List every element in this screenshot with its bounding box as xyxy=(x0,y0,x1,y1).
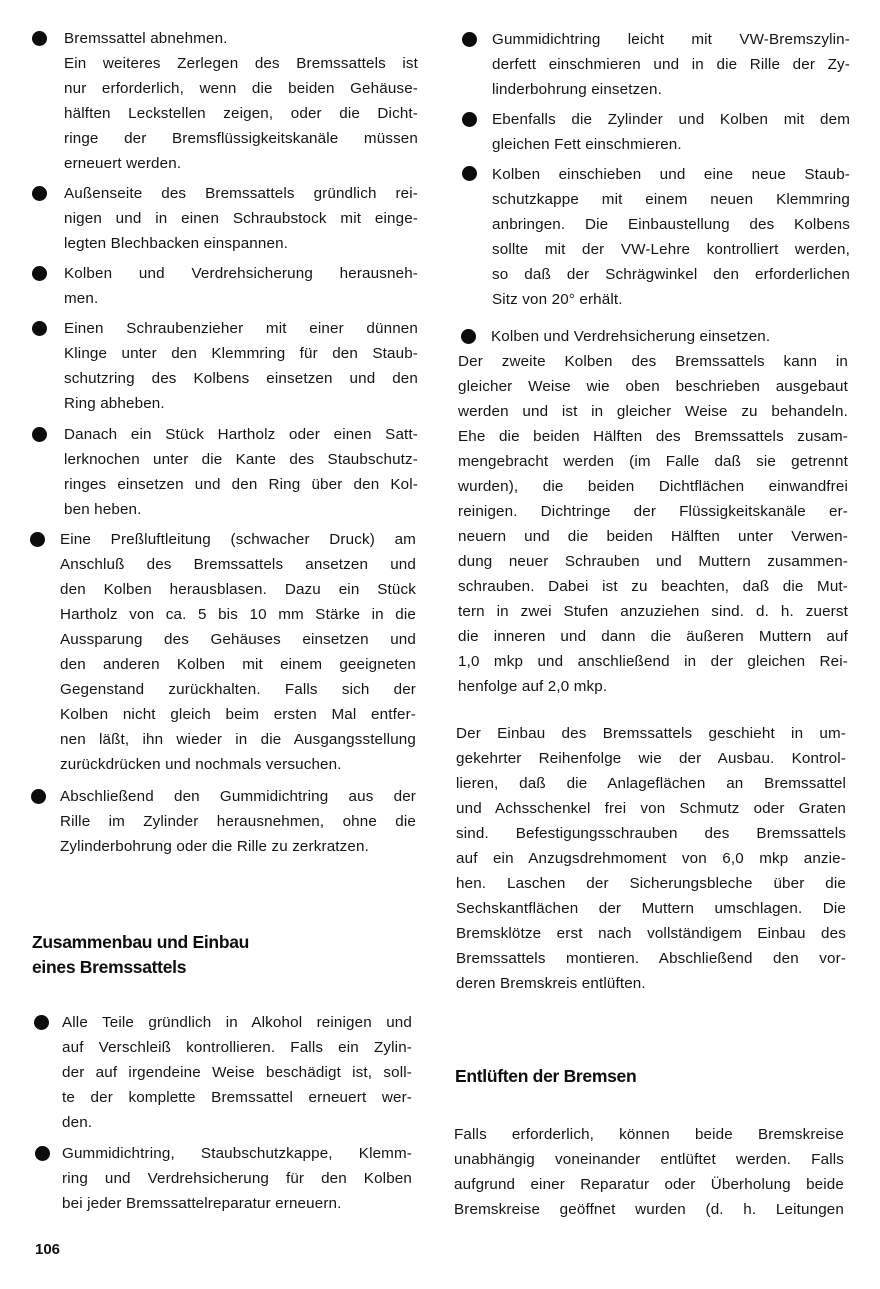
bullet-icon xyxy=(32,427,47,442)
bullet-text-line: anbringen. Die Einbaustellung des Kolbens xyxy=(492,216,850,233)
section-heading: Zusammenbau und Einbau xyxy=(32,932,250,952)
section-heading: Entlüften der Bremsen xyxy=(455,1066,637,1086)
paragraph-line: erneuert werden. xyxy=(64,155,182,172)
paragraph-line: werden und ist in gleicher Weise zu behandeln. xyxy=(458,403,848,420)
bullet-icon xyxy=(32,321,47,336)
bullet-text-line: Gummidichtring leicht mit VW-Bremszylin- xyxy=(492,31,850,48)
bullet-text-line: Hartholz von ca. 5 bis 10 mm Stärke in die xyxy=(60,606,416,623)
bullet-icon xyxy=(30,532,45,547)
bullet-text-line: Kolben und Verdrehsicherung einsetzen. xyxy=(491,328,771,345)
paragraph-line: sind. Befestigungsschrauben des Bremssattels xyxy=(456,825,846,842)
paragraph-line: gleicher Weise wie oben beschrieben ausgebaut xyxy=(458,378,848,395)
paragraph-line: 1,0 mkp und anschließend in der gleichen Rei- xyxy=(458,653,848,670)
bullet-text-line: den Kolben herausblasen. Dazu ein Stück xyxy=(60,581,416,598)
section-heading: eines Bremssattels xyxy=(32,957,187,977)
bullet-text-line: der auf irgendeine Weise beschädigt ist, soll- xyxy=(62,1064,412,1081)
bullet-text-line: Ring abheben. xyxy=(64,395,165,412)
bullet-text-line: so daß der Schrägwinkel den erforderlichen xyxy=(492,266,850,283)
paragraph-line: ringe der Bremsflüssigkeitskanäle müssen xyxy=(64,130,418,147)
paragraph-line: mengebracht werden (im Falle daß sie getrennt xyxy=(458,453,848,470)
paragraph-line: Ehe die beiden Hälften des Bremssattels zusam- xyxy=(458,428,848,445)
bullet-text-line: schutzring des Kolbens einsetzen und den xyxy=(64,370,418,387)
paragraph-line: Bremskreise geöffnet wurden (d. h. Leitungen xyxy=(454,1201,844,1218)
bullet-icon xyxy=(32,266,47,281)
paragraph-line: wurden), die beiden Dichtflächen einwandfrei xyxy=(458,478,848,495)
bullet-text-line: nigen und in einen Schraubstock mit einge- xyxy=(64,210,418,227)
paragraph-line: Sechskantflächen der Muttern umschlagen. Die xyxy=(456,900,846,917)
bullet-text-line: Aussparung des Gehäuses einsetzen und xyxy=(60,631,416,648)
bullet-text-line: men. xyxy=(64,290,99,307)
paragraph-line: deren Bremskreis entlüften. xyxy=(456,975,646,992)
paragraph-line: nur erforderlich, wenn die beiden Gehäuse- xyxy=(64,80,418,97)
paragraph-line: Bremssattels montieren. Abschließend den vor- xyxy=(456,950,846,967)
bullet-text-line: auf Verschleiß kontrollieren. Falls ein Zylin- xyxy=(62,1039,412,1056)
paragraph-line: dung neuer Schrauben und Muttern zusammen- xyxy=(458,553,848,570)
bullet-text-line: ben heben. xyxy=(64,501,142,518)
bullet-text-line: Gummidichtring, Staubschutzkappe, Klemm- xyxy=(62,1145,412,1162)
bullet-text-line: ringes einsetzen und den Ring über den Kol- xyxy=(64,476,418,493)
bullet-text-line: Klinge unter den Klemmring für den Staub- xyxy=(64,345,418,362)
paragraph-line: tern in zwei Stufen anzuziehen sind. d. h. zuerst xyxy=(458,603,848,620)
bullet-text-line: nen läßt, ihn wieder in die Ausgangsstellung xyxy=(60,731,416,748)
bullet-text-line: Kolben einschieben und eine neue Staub- xyxy=(492,166,850,183)
bullet-text-line: Rille im Zylinder herausnehmen, ohne die xyxy=(60,813,416,830)
page-number: 106 xyxy=(35,1241,61,1258)
bullet-text-line: Anschluß des Bremssattels ansetzen und xyxy=(60,556,416,573)
bullet-text-line: Eine Preßluftleitung (schwacher Druck) am xyxy=(60,531,416,548)
bullet-text-line: Außenseite des Bremssattels gründlich rei- xyxy=(64,185,418,202)
bullet-text-line: linderbohrung einsetzen. xyxy=(492,81,662,98)
bullet-text-line: gleichen Fett einschmieren. xyxy=(492,136,682,153)
paragraph-line: neuern und die beiden Hälften unter Verwen- xyxy=(458,528,848,545)
bullet-icon xyxy=(35,1146,50,1161)
bullet-text-line: ring und Verdrehsicherung für den Kolben xyxy=(62,1170,412,1187)
bullet-text-line: Kolben nicht gleich beim ersten Mal entfer- xyxy=(60,706,416,723)
bullet-text-line: bei jeder Bremssattelreparatur erneuern. xyxy=(62,1195,342,1212)
bullet-text-line: Sitz von 20° erhält. xyxy=(492,291,623,308)
paragraph-line: gekehrter Reihenfolge wie der Ausbau. Kontrol- xyxy=(456,750,846,767)
bullet-text-line: Einen Schraubenzieher mit einer dünnen xyxy=(64,320,418,337)
paragraph-line: Bremsklötze erst nach vollständigem Einbau des xyxy=(456,925,846,942)
paragraph-line: die inneren und dann die äußeren Muttern auf xyxy=(458,628,848,645)
bullet-text-line: den. xyxy=(62,1114,93,1131)
bullet-text-line: legten Blechbacken einspannen. xyxy=(64,235,289,252)
paragraph-line: aufgrund einer Reparatur oder Überholung beide xyxy=(454,1176,844,1193)
bullet-text-line: te der komplette Bremssattel erneuert wer- xyxy=(62,1089,412,1106)
paragraph-line: Falls erforderlich, können beide Bremskreise xyxy=(454,1126,844,1143)
bullet-icon xyxy=(31,789,46,804)
bullet-text-line: Zylinderbohrung oder die Rille zu zerkratzen. xyxy=(60,838,369,855)
bullet-text-line: Ebenfalls die Zylinder und Kolben mit dem xyxy=(492,111,850,128)
paragraph-line: schrauben. Dabei ist zu beachten, daß die Mut- xyxy=(458,578,848,595)
bullet-icon xyxy=(462,112,477,127)
bullet-text-line: lerknochen unter die Kante des Staubschutz- xyxy=(64,451,418,468)
bullet-icon xyxy=(462,32,477,47)
bullet-text-line: Alle Teile gründlich in Alkohol reinigen und xyxy=(62,1014,412,1031)
bullet-icon xyxy=(462,166,477,181)
paragraph-line: auf ein Anzugsdrehmoment von 6,0 mkp anzie- xyxy=(456,850,846,867)
bullet-icon xyxy=(32,31,47,46)
bullet-text-line: Bremssattel abnehmen. xyxy=(64,30,228,47)
bullet-text-line: Gegenstand zurückhalten. Falls sich der xyxy=(60,681,416,698)
bullet-icon xyxy=(461,329,476,344)
bullet-text-line: den anderen Kolben mit einem geeigneten xyxy=(60,656,416,673)
paragraph-line: hen. Laschen der Sicherungsbleche über die xyxy=(456,875,846,892)
paragraph-line: Der zweite Kolben des Bremssattels kann in xyxy=(458,353,848,370)
bullet-text-line: Kolben und Verdrehsicherung herausneh- xyxy=(64,265,418,282)
paragraph-line: lieren, daß die Anlageflächen an Bremssattel xyxy=(456,775,846,792)
bullet-icon xyxy=(32,186,47,201)
paragraph-line: reinigen. Dichtringe der Flüssigkeitskanäle er- xyxy=(458,503,848,520)
paragraph-line: Der Einbau des Bremssattels geschieht in um- xyxy=(456,725,846,742)
bullet-text-line: zurückdrücken und nochmals versuchen. xyxy=(60,756,342,773)
paragraph-line: hälften Leckstellen zeigen, oder die Dicht- xyxy=(64,105,418,122)
paragraph-line: Ein weiteres Zerlegen des Bremssattels ist xyxy=(64,55,418,72)
bullet-text-line: sollte mit der VW-Lehre kontrolliert werden, xyxy=(492,241,850,258)
bullet-icon xyxy=(34,1015,49,1030)
bullet-text-line: Abschließend den Gummidichtring aus der xyxy=(60,788,416,805)
paragraph-line: henfolge auf 2,0 mkp. xyxy=(458,678,608,695)
paragraph-line: unabhängig voneinander entlüftet werden. Falls xyxy=(454,1151,844,1168)
bullet-text-line: derfett einschmieren und in die Rille der Zy- xyxy=(492,56,850,73)
bullet-text-line: Danach ein Stück Hartholz oder einen Satt- xyxy=(64,426,418,443)
bullet-text-line: schutzkappe mit einem neuen Klemmring xyxy=(492,191,850,208)
paragraph-line: und Achsschenkel frei von Schmutz oder Graten xyxy=(456,800,846,817)
